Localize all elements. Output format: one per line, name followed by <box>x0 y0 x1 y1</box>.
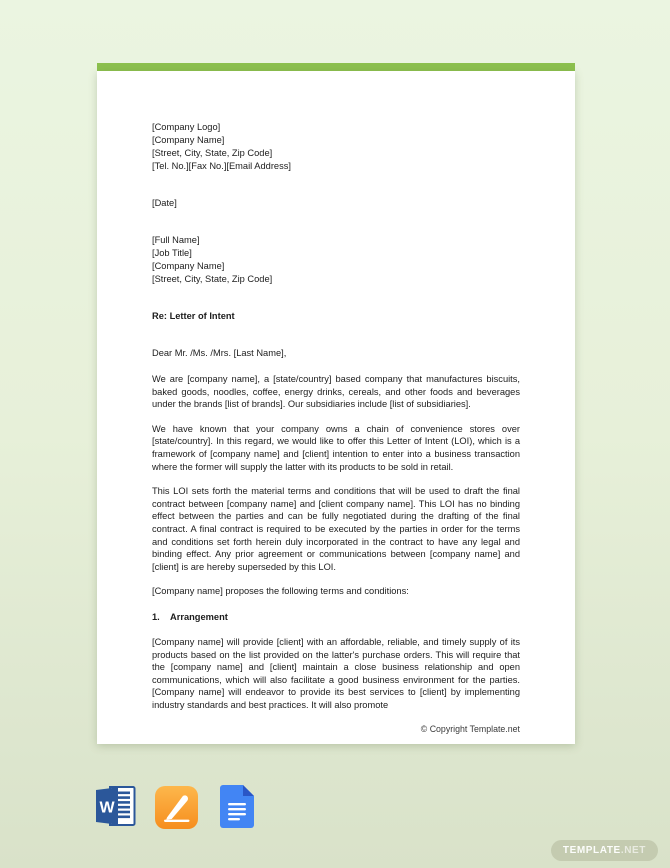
recipient-full-name-line: [Full Name] <box>152 235 200 245</box>
section-heading-arrangement <box>152 611 520 624</box>
sender-contact-line: [Tel. No.][Fax No.][Email Address] <box>152 161 291 171</box>
templatenet-watermark-badge <box>551 840 658 861</box>
sender-block <box>152 121 520 173</box>
paragraph-offer: We have known that your company owns a chain of convenience stores over [state/country]. In this regard, we would like to offer this Letter of Intent (LOI), which is a framework of [company name] and [client] intention to enter into a business transaction where the former will supply the latter with its products to be sold in retail. <box>152 423 520 472</box>
salutation-line: Dear Mr. /Ms. /Mrs. [Last Name], <box>152 348 287 358</box>
sender-address-line: [Street, City, State, Zip Code] <box>152 148 273 158</box>
apple-pages-icon[interactable] <box>155 786 198 834</box>
section-title: Arrangement <box>170 611 228 622</box>
sender-company-name-line: [Company Name] <box>152 135 225 145</box>
document-accent-bar <box>97 63 575 71</box>
google-docs-icon[interactable] <box>220 785 254 833</box>
proposes-line: [Company name] proposes the following terms and conditions: <box>152 586 409 597</box>
sender-company-logo-line: [Company Logo] <box>152 122 221 132</box>
ms-word-icon[interactable] <box>96 784 138 833</box>
recipient-company-name-line: [Company Name] <box>152 261 225 271</box>
document-preview <box>97 63 575 744</box>
badge-tld-text: .NET <box>620 845 646 856</box>
word-letter: W <box>99 799 115 817</box>
recipient-address-line: [Street, City, State, Zip Code] <box>152 274 273 284</box>
copyright-notice: © Copyright Template.net <box>420 724 520 735</box>
paragraph-intro: We are [company name], a [state/country] based company that manufactures biscuits, baked goods, noodles, coffee, energy drinks, cereals, and other foods and beverages under the brands [list of brands]. Our subsidiaries include [list of subsidiaries]. <box>152 374 520 410</box>
subject-line: Re: Letter of Intent <box>152 311 235 321</box>
paragraph-terms: This LOI sets forth the material terms and conditions that will be used to draft the final contract between [company name] and [client company name]. This LOI has no binding effect between the parties and can be fully negotiated during the drafting of the final contract. A final contract is required to be executed by the parties in order for the terms and conditions set forth herein duly incorporated in the contract to have any legal and binding effect. Any prior agreement or communications between [company name] and [client] is are hereby superseded by this LOI. <box>152 486 520 572</box>
letter-page <box>97 71 575 744</box>
recipient-job-title-line: [Job Title] <box>152 248 192 258</box>
date-line: [Date] <box>152 198 177 208</box>
badge-brand-text: TEMPLATE <box>562 845 621 856</box>
recipient-block <box>152 234 520 286</box>
paragraph-arrangement: [Company name] will provide [client] with an affordable, reliable, and timely supply of its products based on the list provided on the latter's purchase orders. This will require that the [company name] and [client] maintain a close business relationship and open communications, which will also facilitate a good business environment for the parties. [Company name] will endeavor to provide its best services to [client] by implementing industry standards and best practices. It will also promote <box>152 636 520 710</box>
section-number: 1. <box>152 611 160 622</box>
